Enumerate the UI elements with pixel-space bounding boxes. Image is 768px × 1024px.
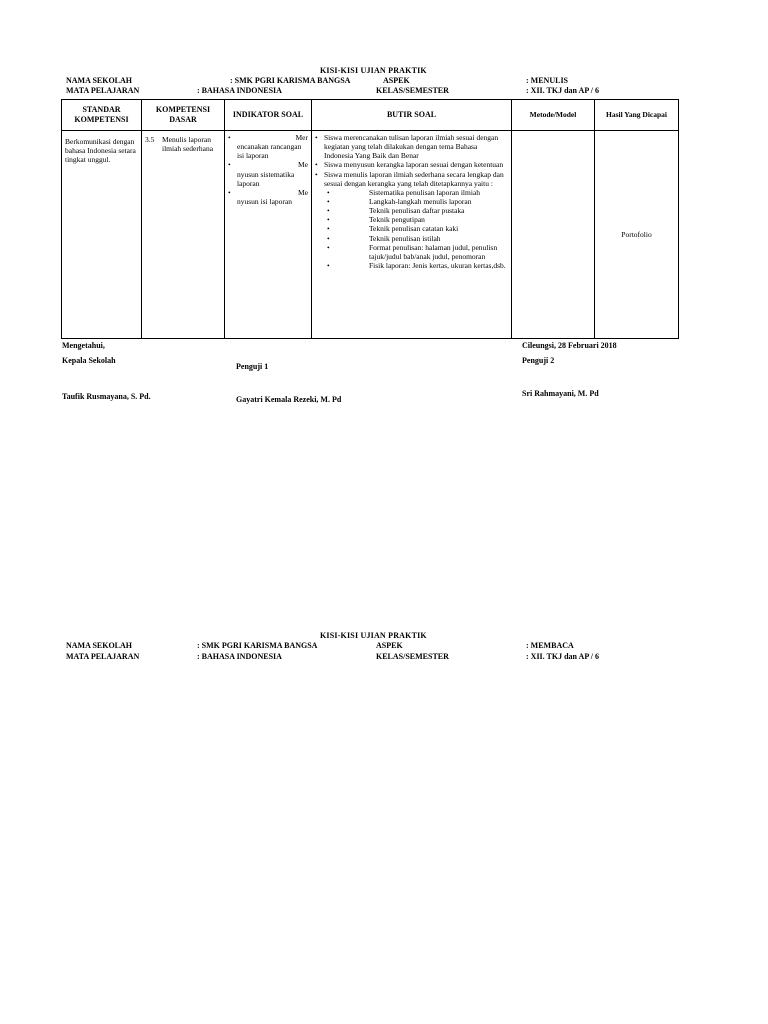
cell-hasil: Portofolio [595, 131, 679, 339]
nama-sekolah-value-2: : SMK PGRI KARISMA BANGSA [197, 641, 318, 650]
kelas-label: KELAS/SEMESTER [376, 86, 449, 95]
cell-kompetensi [142, 131, 225, 339]
cell-indikator [225, 131, 312, 339]
nama-sekolah-label: NAMA SEKOLAH [66, 76, 133, 85]
butir-sublist [315, 188, 508, 270]
cell-metode [512, 131, 595, 339]
list-item: • Siswa merencanakan tulisan laporan ilmiah sesuai dengan kegiatan yang telah dilakukan dengan tema Bahasa Indonesia Yang Baik dan Benar [315, 133, 508, 160]
kepala-sekolah-label: Kepala Sekolah [62, 356, 116, 365]
indikator-item [228, 160, 308, 187]
list-item: • Teknik penulisan daftar pustaka [325, 206, 508, 215]
aspek-label: ASPEK [383, 76, 410, 85]
header-standar: STANDAR KOMPETENSI [62, 100, 142, 131]
list-item: • Siswa menulis laporan ilmiah sederhana secara lengkap dan sesuai dengan kerangka yang telah ditetapkannya yaitu : [315, 170, 508, 188]
penguji1-label: Penguji 1 [236, 362, 269, 371]
aspek-value: : MENULIS [526, 76, 569, 85]
mata-pelajaran-value-2: : BAHASA INDONESIA [197, 652, 282, 661]
butir-list [315, 133, 508, 188]
indikator-item [228, 188, 308, 206]
list-item: • Teknik penulisan catatan kaki [325, 224, 508, 233]
list-item: • Langkah-langkah menulis laporan [325, 197, 508, 206]
indikator-head: • Me [298, 187, 308, 197]
kelas-value: : XII. TKJ dan AP / 6 [526, 86, 599, 95]
penguji2-label: Penguji 2 [522, 356, 555, 365]
list-item: • Siswa menyusun kerangka laporan sesuai dengan ketentuan [315, 160, 508, 169]
header-hasil: Hasil Yang Dicapai [595, 100, 679, 131]
doc-title-1: KISI-KISI UJIAN PRAKTIK [320, 66, 427, 75]
nama-penguji2: Sri Rahmayani, M. Pd [522, 389, 599, 398]
header-metode: Metode/Model [512, 100, 595, 131]
indikator-rest: nyusun isi laporan [237, 196, 292, 206]
kelas-value-2: : XII. TKJ dan AP / 6 [526, 652, 599, 661]
nama-sekolah-label-2: NAMA SEKOLAH [66, 641, 133, 650]
list-item: • Fisik laporan: Jenis kertas, ukuran kertas,dsb. [325, 261, 508, 270]
indikator-item [228, 133, 308, 160]
cell-standar [62, 131, 142, 339]
nama-kepala-sekolah: Taufik Rusmayana, S. Pd. [62, 392, 151, 401]
kisi-table [61, 99, 679, 339]
tempat-tanggal: Cileungsi, 28 Februari 2018 [522, 341, 617, 350]
table-row [62, 131, 679, 339]
header-indikator: INDIKATOR SOAL [225, 100, 312, 131]
list-item: • Teknik pengutipan [325, 215, 508, 224]
standar-text: Berkomunikasi dengan bahasa Indonesia setara tingkat unggul. [65, 137, 136, 165]
indikator-rest: encanakan rancangan isi laporan [237, 142, 302, 161]
header-kompetensi: KOMPETENSI DASAR [142, 100, 225, 131]
table-header-row [62, 100, 679, 131]
nama-penguji1: Gayatri Kemala Rezeki, M. Pd [236, 395, 342, 404]
mengetahui-label: Mengetahui, [62, 341, 105, 350]
mata-pelajaran-value: : BAHASA INDONESIA [197, 86, 282, 95]
kd-number: 3.5 [145, 135, 155, 144]
mata-pelajaran-label-2: MATA PELAJARAN [66, 652, 140, 661]
aspek-value-2: : MEMBACA [526, 641, 574, 650]
doc-title-2: KISI-KISI UJIAN PRAKTIK [320, 631, 427, 640]
list-item: • Sistematika penulisan laporan ilmiah [325, 188, 508, 197]
list-item: • Teknik penulisan istilah [325, 234, 508, 243]
indikator-head: • Mer [295, 133, 308, 142]
nama-sekolah-value: : SMK PGRI KARISMA BANGSA [230, 76, 351, 85]
kelas-label-2: KELAS/SEMESTER [376, 652, 449, 661]
header-butir: BUTIR SOAL [312, 100, 512, 131]
indikator-head: • Me [298, 160, 308, 170]
aspek-label-2: ASPEK [376, 641, 403, 650]
kd-text: Menulis laporan ilmiah sederhana [162, 135, 214, 154]
mata-pelajaran-label: MATA PELAJARAN [66, 86, 140, 95]
indikator-rest: nyusun sistematika laporan [237, 169, 295, 188]
cell-butir [312, 131, 512, 339]
list-item: • Format penulisan: halaman judul, penulisn tajuk/judul bab/anak judul, penomoran [325, 243, 508, 261]
